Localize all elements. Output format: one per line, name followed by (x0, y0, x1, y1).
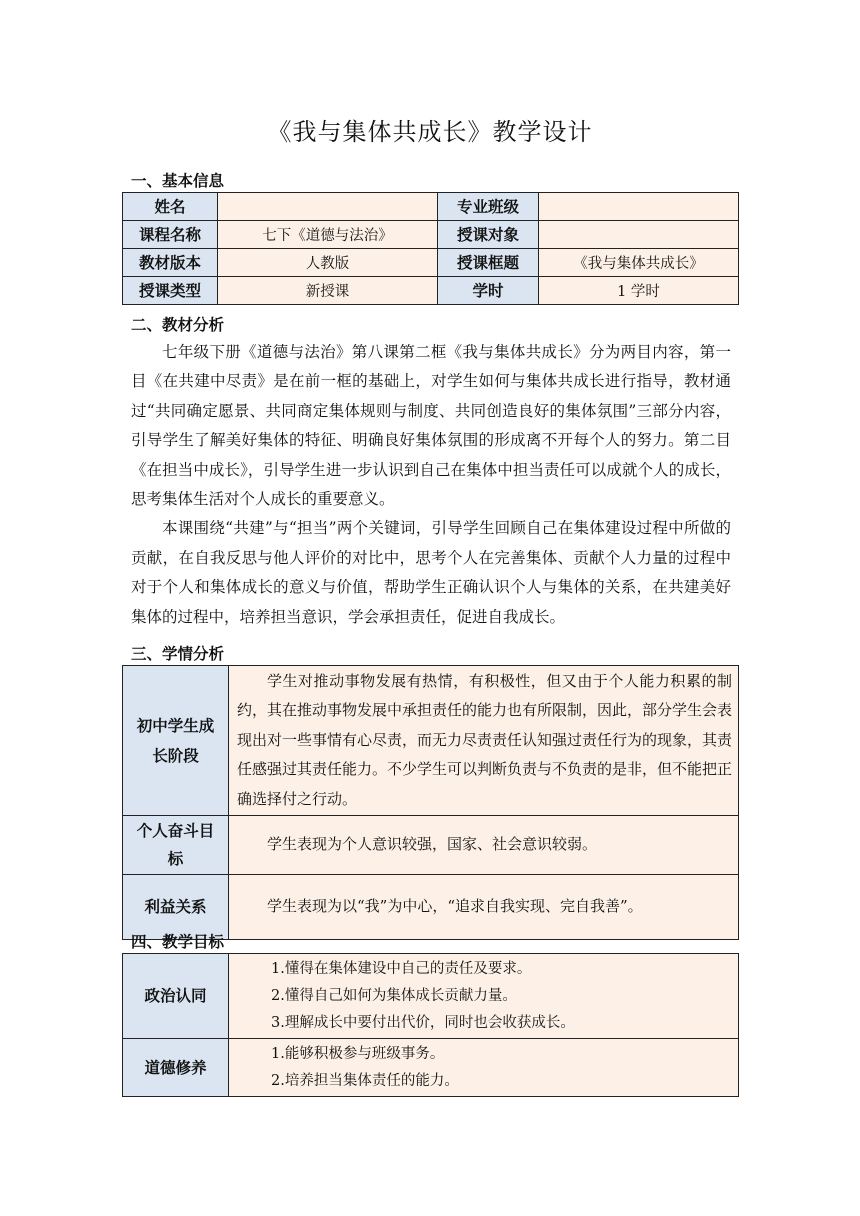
section-heading-basic-info: 一、基本信息 (131, 172, 225, 190)
field-value: 《我与集体共成长》 (539, 249, 739, 277)
list-item: 1.懂得在集体建设中自己的责任及要求。 (271, 960, 532, 977)
teaching-goals-table (122, 953, 739, 1097)
field-value: 人教版 (218, 249, 438, 277)
table-row (123, 193, 739, 221)
table-row (123, 1039, 739, 1097)
table-row (123, 954, 739, 1039)
field-value: 七下《道德与法治》 (218, 221, 438, 249)
row-label: 个人奋斗目标 (123, 816, 229, 875)
field-label: 教材版本 (123, 249, 218, 277)
table-row (123, 666, 739, 816)
row-text: 学生表现为以“我”为中心，“追求自我实现、完自我善”。 (267, 897, 643, 916)
textbook-analysis-text (131, 338, 731, 632)
field-label: 授课类型 (123, 277, 218, 305)
list-item: 2.培养担当集体责任的能力。 (271, 1072, 459, 1089)
row-text: 学生表现为个人意识较强，国家、社会意识较弱。 (267, 835, 598, 854)
paragraph: 七年级下册《道德与法治》第八课第二框《我与集体共成长》分为两目内容，第一目《在共建中尽责》是在前一框的基础上，对学生如何与集体共成长进行指导，教材通过“共同确定愿景、共同商定集体规则与制度、共同创造良好的集体氛围”三部分内容，引导学生了解美好集体的特征、明确良好集体氛围的形成离不开每个人的努力。第二目《在担当中成长》，引导学生进一步认识到自己在集体中担当责任可以成就个人的成长，思考集体生活对个人成长的重要意义。 (131, 343, 731, 509)
field-label: 专业班级 (438, 193, 539, 221)
table-row (123, 277, 739, 305)
table-row (123, 221, 739, 249)
field-value: 新授课 (218, 277, 438, 305)
paragraph: 本课围绕“共建”与“担当”两个关键词，引导学生回顾自己在集体建设过程中所做的贡献，在自我反思与他人评价的对比中，思考个人在完善集体、贡献个人力量的过程中对于个人和集体成长的意义与价值，帮助学生正确认识个人与集体的关系，在共建美好集体的过程中，培养担当意识，学会承担责任，促进自我成长。 (131, 519, 731, 626)
table-row (123, 875, 739, 940)
field-value (539, 193, 739, 221)
table-row (123, 816, 739, 875)
field-value (218, 193, 438, 221)
row-label: 利益关系 (123, 875, 229, 940)
field-value: 1 学时 (539, 277, 739, 305)
row-label: 初中学生成长阶段 (123, 666, 229, 816)
field-label: 学时 (438, 277, 539, 305)
field-value (539, 221, 739, 249)
student-analysis-table (122, 665, 739, 940)
row-text: 学生对推动事物发展有热情，有积极性，但又由于个人能力积累的制约，其在推动事物发展中承担责任的能力也有所限制，因此，部分学生会表现出对一些事情有心尽责，而无力尽责责任认知强过责任行为的现象，其责任感强过其责任能力。不少学生可以判断负责与不负责的是非，但不能把正确选择付之行动。 (237, 672, 733, 808)
row-label: 政治认同 (123, 954, 229, 1039)
section-heading-teaching-goals: 四、教学目标 (131, 933, 225, 951)
section-heading-textbook-analysis: 二、教材分析 (131, 316, 225, 334)
basic-info-table (122, 192, 739, 305)
table-row (123, 249, 739, 277)
list-item: 1.能够积极参与班级事务。 (271, 1045, 445, 1062)
field-label: 授课对象 (438, 221, 539, 249)
list-item: 2.懂得自己如何为集体成长贡献力量。 (271, 987, 517, 1004)
field-label: 课程名称 (123, 221, 218, 249)
list-item: 3.理解成长中要付出代价，同时也会收获成长。 (271, 1014, 575, 1031)
field-label: 姓名 (123, 193, 218, 221)
section-heading-student-analysis: 三、学情分析 (131, 645, 225, 663)
page-title: 《我与集体共成长》教学设计 (267, 118, 593, 146)
row-label: 道德修养 (123, 1039, 229, 1097)
field-label: 授课框题 (438, 249, 539, 277)
